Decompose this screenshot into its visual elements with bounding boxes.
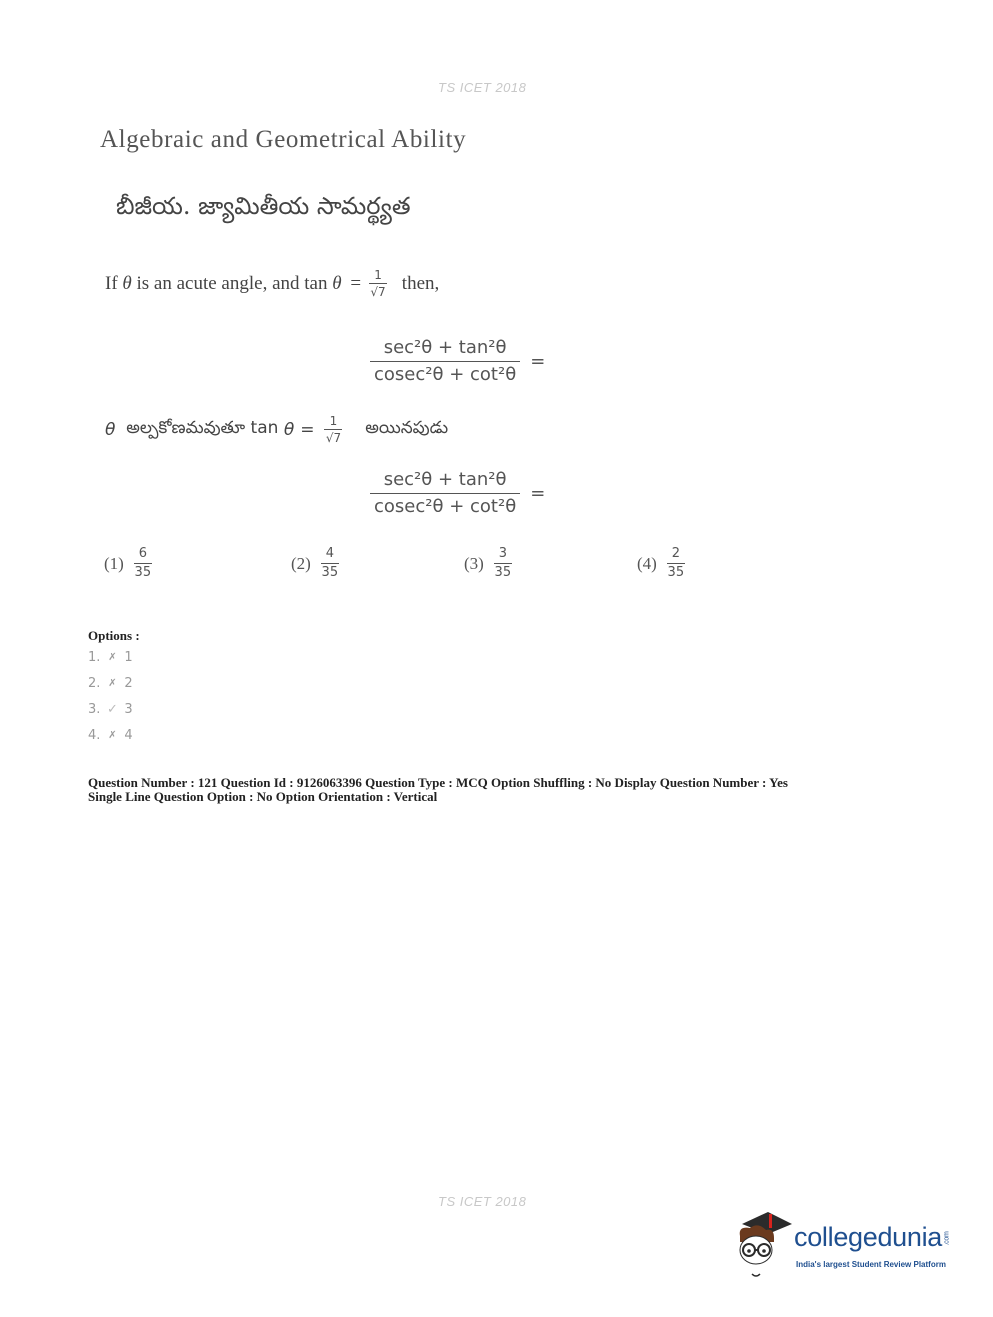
q-theta: θ	[122, 272, 132, 294]
choice-bar	[494, 563, 512, 564]
option-row-4	[88, 728, 133, 743]
qte-eq: =	[300, 419, 315, 440]
choice-label: (4)	[637, 553, 657, 573]
choice-num: 3	[498, 546, 507, 561]
choice-label: (1)	[104, 553, 124, 573]
logo-name: collegedunia	[794, 1222, 943, 1252]
collegedunia-logo	[734, 1208, 964, 1280]
section-title: Algebraic and Geometrical Ability	[100, 126, 467, 153]
choice-label: (3)	[464, 553, 484, 573]
question-metadata-line-1: Question Number : 121 Question Id : 9126063396 Question Type : MCQ Option Shuffling : No Display Question Number : Yes	[88, 775, 788, 790]
cross-icon: ✗	[108, 678, 117, 689]
choice-den: 35	[321, 565, 339, 580]
watermark-top: TS ICET 2018	[438, 80, 527, 95]
q-frac-den: √7	[370, 285, 386, 299]
q-frac-num: 1	[374, 268, 382, 282]
option-value: 2	[124, 676, 133, 691]
option-number: 3.	[88, 702, 101, 717]
choice-num: 6	[138, 546, 147, 561]
answer-choice-1	[104, 546, 156, 581]
choice-label: (2)	[291, 553, 311, 573]
choice-fraction	[667, 546, 685, 581]
options-heading: Options :	[88, 628, 140, 643]
question-text-te	[105, 414, 448, 445]
qte-frac-den: √7	[325, 431, 342, 445]
cross-icon: ✗	[108, 730, 117, 741]
expression-en	[370, 335, 545, 388]
q-fraction	[369, 268, 387, 299]
cross-icon: ✗	[108, 652, 117, 663]
choice-den: 35	[134, 565, 152, 580]
section-title-telugu: బీజీయ. జ్యామితీయ సామర్థ్యత	[116, 192, 411, 220]
option-value: 3	[124, 702, 133, 717]
q-mid: is an acute angle, and tan	[136, 272, 328, 294]
option-number: 2.	[88, 676, 101, 691]
answer-choice-2	[291, 546, 343, 581]
choice-num: 4	[325, 546, 334, 561]
qte-theta-2: θ	[283, 419, 295, 440]
choice-den: 35	[667, 565, 685, 580]
option-row-2	[88, 676, 133, 691]
option-row-1	[88, 650, 133, 665]
choice-den: 35	[494, 565, 512, 580]
logo-wordmark	[794, 1222, 954, 1253]
qte-frac-num: 1	[329, 414, 338, 428]
expression-fraction-te	[370, 467, 520, 520]
watermark-bottom: TS ICET 2018	[438, 1194, 527, 1209]
qte-theta: θ	[105, 419, 116, 440]
option-value: 1	[124, 650, 133, 665]
q-eq: =	[350, 272, 362, 294]
choice-bar	[667, 563, 685, 564]
option-number: 4.	[88, 728, 101, 743]
answer-choice-3	[464, 546, 516, 581]
expression-numerator: sec²θ + tan²θ	[383, 337, 507, 358]
choice-fraction	[321, 546, 339, 581]
option-row-3	[88, 702, 133, 717]
q-pre: If	[105, 272, 118, 294]
choice-num: 2	[671, 546, 680, 561]
qte-frac-bar	[324, 429, 342, 430]
logo-tagline: India's largest Student Review Platform	[796, 1260, 946, 1269]
expression-denominator-te: cosec²θ + cot²θ	[374, 496, 517, 517]
logo-suffix: .com	[943, 1231, 951, 1246]
check-icon: ✓	[106, 702, 118, 717]
choice-fraction	[494, 546, 512, 581]
expression-equals-te: =	[530, 483, 546, 504]
qte-text1: అల్పకోణమవుతూ tan	[126, 417, 279, 438]
expression-fraction	[370, 335, 520, 388]
q-theta-2: θ	[332, 272, 342, 294]
q-frac-bar	[369, 283, 387, 284]
choice-fraction	[134, 546, 152, 581]
answer-choice-4	[637, 546, 689, 581]
question-metadata-line-2: Single Line Question Option : No Option Orientation : Vertical	[88, 789, 438, 804]
expression-te	[370, 467, 545, 520]
expression-denominator: cosec²θ + cot²θ	[374, 364, 517, 385]
option-value: 4	[124, 728, 133, 743]
expression-equals: =	[530, 351, 546, 372]
qte-fraction	[324, 414, 342, 445]
mascot-icon	[734, 1208, 794, 1280]
choice-bar	[321, 563, 339, 564]
choice-bar	[134, 563, 152, 564]
option-number: 1.	[88, 650, 101, 665]
expression-numerator-te: sec²θ + tan²θ	[383, 469, 507, 490]
q-post: then,	[401, 272, 440, 294]
question-text-en	[105, 268, 439, 299]
qte-text2: అయినపుడు	[365, 417, 449, 438]
